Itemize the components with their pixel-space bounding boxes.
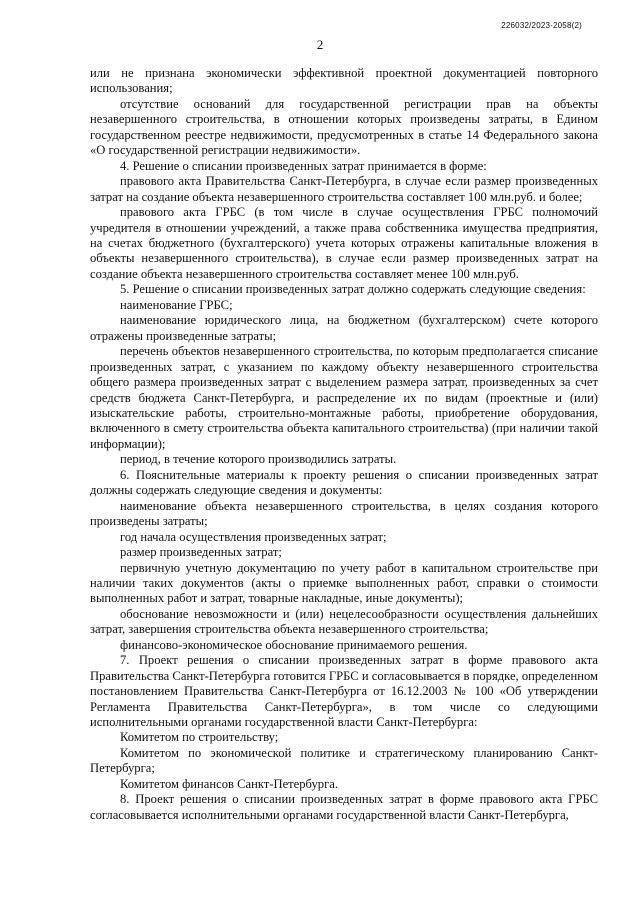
paragraph: отсутствие оснований для государственной регистрации прав на объекты незавершенного строительства, в отношении которых произведены затраты, в Едином государственном реестре недвижимости, предусмотренных в статье 14 Федерального закона «О государственной регистрации недвижимости». [90, 96, 598, 158]
paragraph: перечень объектов незавершенного строительства, по которым предполагается списание произведенных затрат, с указанием по каждому объекту незавершенного строительства общего размера произведенных затрат с выделением размера затрат, произведенных за счет средств бюджета Санкт-Петербурга, и распределение их по видам (проектные и (или) изыскательские работы, строительно-монтажные работы, приобретение оборудования, включенного в смету строительства объекта капитального строительства) (при наличии такой информации); [90, 344, 598, 451]
document-body [90, 66, 598, 823]
paragraph: период, в течение которого производились затраты. [120, 452, 397, 467]
paragraph: 8. Проект решения о списании произведенных затрат в форме правового акта ГРБС согласовывается исполнительными органами государственной власти Санкт-Петербурга, [90, 792, 598, 822]
paragraph: 7. Проект решения о списании произведенных затрат в форме правового акта Правительства Санкт-Петербурга готовится ГРБС и согласовывается в порядке, определенном постановлением Правительства Санкт-Петербурга от 16.12.2003 № 100 «Об утверждении Регламента Правительства Санкт-Петербурга», в том числе со следующими исполнительными органами государственной власти Санкт-Петербурга: [90, 653, 598, 730]
paragraph: 4. Решение о списании произведенных затрат принимается в форме: [120, 158, 487, 173]
page-number: 2 [316, 37, 324, 52]
paragraph: наименование объекта незавершенного строительства, в целях создания которого произведены затраты; [90, 498, 598, 529]
paragraph: Комитетом финансов Санкт-Петербурга. [120, 776, 338, 791]
paragraph: наименование ГРБС; [120, 297, 233, 312]
paragraph: год начала осуществления произведенных затрат; [120, 529, 387, 544]
paragraph: финансово-экономическое обоснование принимаемого решения. [120, 637, 468, 652]
document-code: 226032/2023-2058(2) [501, 21, 582, 30]
paragraph: правового акта Правительства Санкт-Петербурга, в случае если размер произведенных затрат на создание объекта незавершенного строительства составляет 100 млн.руб. и более; [90, 174, 598, 204]
paragraph: Комитетом по экономической политике и стратегическому планированию Санкт-Петербурга; [90, 745, 598, 776]
paragraph: 6. Пояснительные материалы к проекту решения о списании произведенных затрат должны содержать следующие сведения и документы: [90, 467, 598, 498]
paragraph: правового акта ГРБС (в том числе в случае осуществления ГРБС полномочий учредителя в отношении учреждений, а также права собственника имущества предприятия, на счетах бюджетного (бухгалтерского) учета которых отражены капитальные вложения в объекты незавершенного строительства), в случае если размер произведенных затрат на создание объекта незавершенного строительства составляет менее 100 млн.руб. [90, 205, 598, 281]
paragraph: наименование юридического лица, на бюджетном (бухгалтерском) счете которого отражены произведенные затраты; [90, 313, 598, 343]
paragraph: обоснование невозможности и (или) нецелесообразности осуществления дальнейших затрат, завершения строительства объекта незавершенного строительства; [90, 606, 598, 637]
paragraph: 5. Решение о списании произведенных затрат должно содержать следующие сведения: [120, 282, 586, 297]
paragraph: первичную учетную документацию по учету работ в капитальном строительстве при наличии таких документов (акты о приемке выполненных работ, справки о стоимости выполненных работ и затрат, товарные накладные, иные документы); [90, 560, 598, 606]
paragraph: Комитетом по строительству; [120, 730, 279, 745]
paragraph: размер произведенных затрат; [120, 545, 282, 560]
paragraph: или не признана экономически эффективной проектной документацией повторного использования; [90, 66, 598, 96]
